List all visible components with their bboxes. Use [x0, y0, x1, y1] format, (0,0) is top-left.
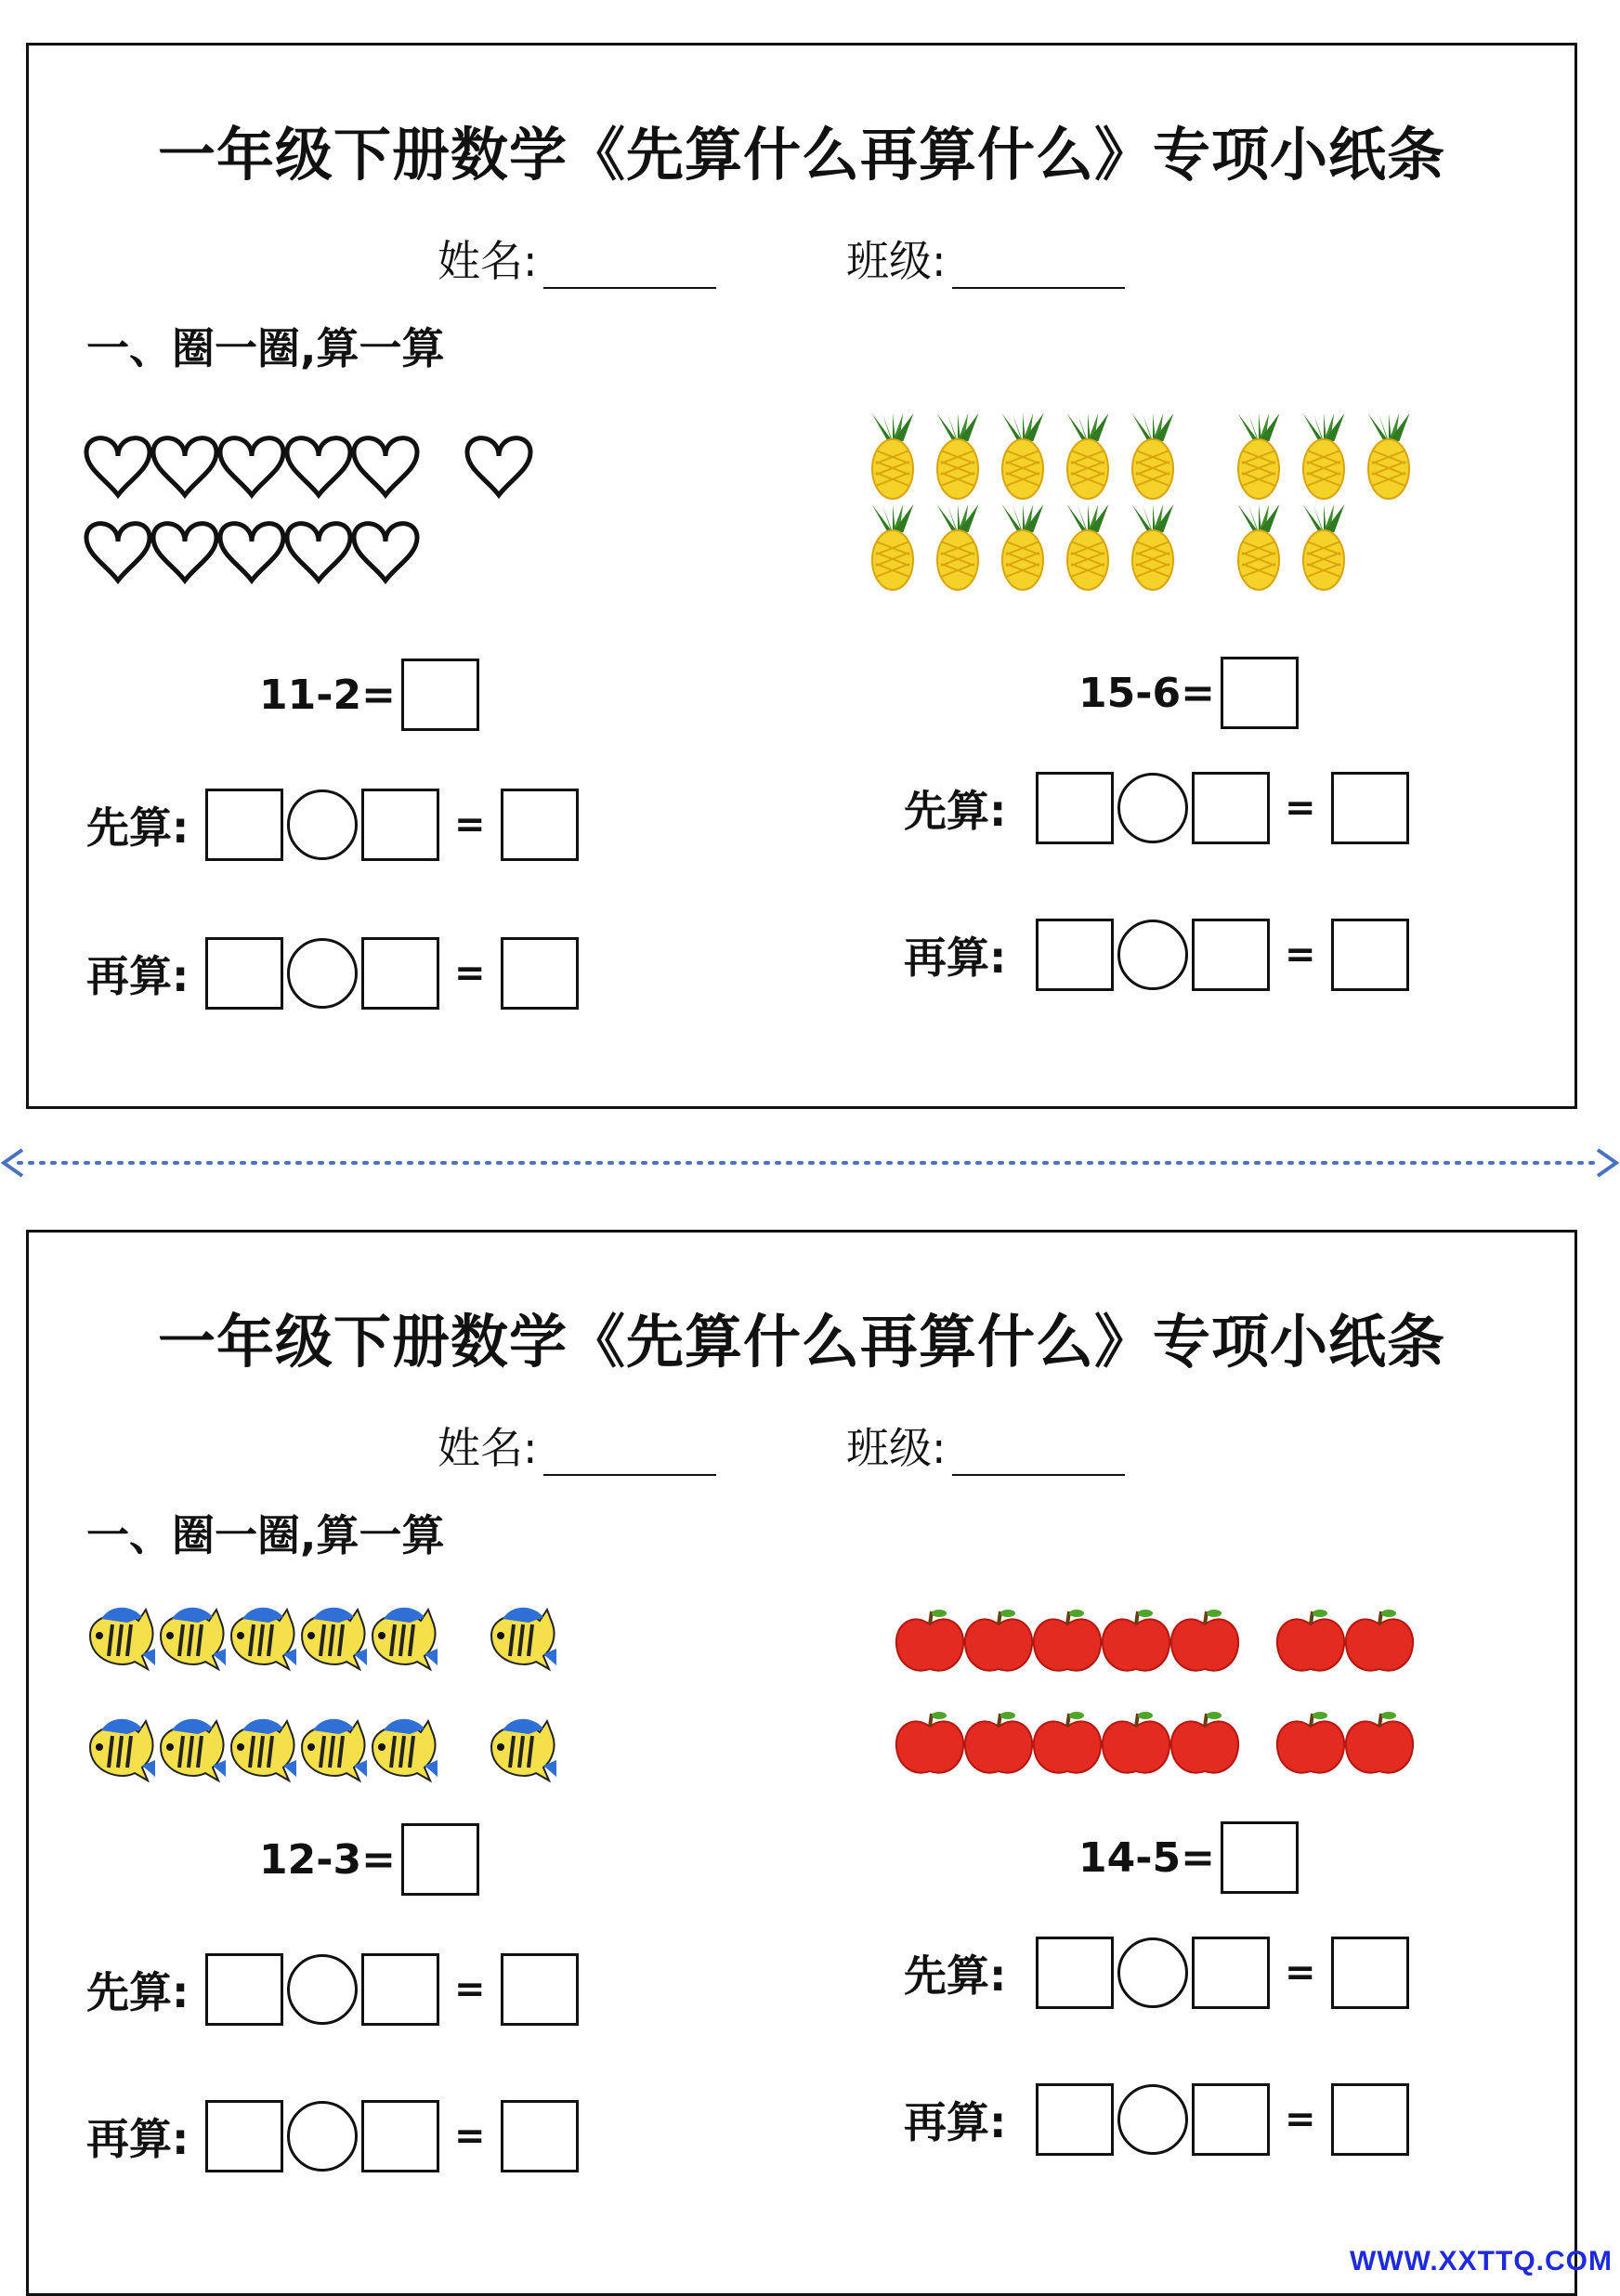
pineapple-icon: [1368, 413, 1410, 499]
fish-icon: [161, 1608, 226, 1669]
class-label: 班级:: [846, 236, 947, 286]
name-blank[interactable]: [543, 244, 716, 289]
section-heading: 一、圈一圈,算一算: [86, 323, 445, 373]
fish-icon: [491, 1608, 556, 1669]
cut-line: [0, 1144, 1620, 1181]
second-step-label: 再算:: [904, 933, 1007, 983]
apple-icon: [1277, 1610, 1344, 1671]
fish-picture: [81, 1576, 657, 1799]
name-field: [438, 228, 716, 289]
answer-box[interactable]: [401, 1823, 479, 1896]
first-step-row: [86, 789, 579, 861]
expression-text: 12-3=: [259, 1835, 396, 1884]
problem-left: [259, 659, 479, 731]
apple-icon: [965, 1712, 1032, 1773]
apple-icon: [1277, 1712, 1344, 1773]
apple-picture: [893, 1585, 1524, 1790]
second-step-row: [904, 919, 1409, 991]
fish-icon: [302, 1608, 367, 1669]
result-box[interactable]: [1331, 772, 1409, 844]
first-step-row: [904, 1937, 1409, 2009]
class-field: [846, 1415, 1125, 1476]
second-step-label: 再算:: [904, 2097, 1007, 2147]
result-box[interactable]: [1331, 919, 1409, 991]
apple-icon: [1171, 1610, 1238, 1671]
result-box[interactable]: [1331, 2083, 1409, 2156]
equals-sign: =: [454, 952, 486, 995]
heart-outline-icon: [354, 524, 417, 581]
operand-box[interactable]: [1036, 2083, 1114, 2156]
equals-sign: =: [1285, 2098, 1316, 2141]
first-step-row: [904, 772, 1409, 844]
name-label: 姓名:: [438, 1423, 538, 1473]
pineapple-icon: [1238, 413, 1280, 499]
pineapple-icon: [1303, 413, 1345, 499]
heart-outline-icon: [86, 438, 150, 495]
operand-box[interactable]: [361, 937, 439, 1010]
heart-outline-icon: [220, 438, 283, 495]
heart-outline-icon: [467, 438, 530, 495]
equals-sign: =: [1285, 787, 1316, 829]
equals-sign: =: [454, 1968, 486, 2011]
equals-sign: =: [454, 803, 486, 846]
second-step-row: [86, 2100, 579, 2172]
operator-circle[interactable]: [1117, 773, 1188, 843]
expression-text: 14-5=: [1078, 1833, 1215, 1882]
fish-icon: [90, 1719, 155, 1781]
pineapple-picture: [865, 404, 1496, 655]
operand-box[interactable]: [205, 1953, 283, 2026]
name-label: 姓名:: [438, 236, 538, 286]
equals-sign: =: [1285, 1951, 1316, 1994]
pineapple-icon: [872, 413, 914, 499]
result-box[interactable]: [501, 2100, 579, 2172]
pineapple-icon: [1067, 504, 1109, 590]
fish-icon: [231, 1608, 296, 1669]
worksheet-top: [26, 43, 1577, 1109]
worksheet-bottom: [26, 1230, 1577, 2296]
class-blank[interactable]: [952, 1431, 1125, 1476]
result-box[interactable]: [1331, 1937, 1409, 2009]
class-blank[interactable]: [952, 244, 1125, 289]
second-step-label: 再算:: [86, 951, 189, 1001]
apple-icon: [1346, 1610, 1413, 1671]
pineapple-icon: [1303, 504, 1345, 590]
answer-box[interactable]: [1221, 657, 1299, 729]
first-step-label: 先算:: [904, 1950, 1007, 2001]
heart-outline-icon: [354, 438, 417, 495]
operand-box[interactable]: [1036, 919, 1114, 991]
worksheet-title: 一年级下册数学《先算什么再算什么》专项小纸条: [157, 1308, 1445, 1376]
fish-icon: [372, 1608, 438, 1669]
pineapple-icon: [937, 504, 979, 590]
apple-icon: [896, 1610, 963, 1671]
pineapple-icon: [1002, 413, 1044, 499]
second-step-row: [904, 2083, 1409, 2156]
problem-right: [1078, 1821, 1299, 1894]
first-step-label: 先算:: [904, 786, 1007, 836]
worksheet-title: 一年级下册数学《先算什么再算什么》专项小纸条: [157, 121, 1445, 189]
class-field: [846, 228, 1125, 289]
operator-circle[interactable]: [1117, 2084, 1188, 2155]
pineapple-icon: [1067, 413, 1109, 499]
name-blank[interactable]: [543, 1431, 716, 1476]
operand-box[interactable]: [205, 937, 283, 1010]
name-field: [438, 1415, 716, 1476]
section-heading: 一、圈一圈,算一算: [86, 1510, 445, 1560]
operator-circle[interactable]: [1117, 920, 1188, 990]
apple-icon: [965, 1610, 1032, 1671]
answer-box[interactable]: [401, 659, 479, 731]
heart-outline-icon: [153, 524, 216, 581]
first-step-row: [86, 1953, 579, 2026]
operand-box[interactable]: [361, 1953, 439, 2026]
fish-icon: [302, 1719, 367, 1781]
apple-icon: [1103, 1610, 1169, 1671]
problem-left: [259, 1823, 479, 1896]
pineapple-icon: [1238, 504, 1280, 590]
fish-icon: [161, 1719, 226, 1781]
first-step-label: 先算:: [86, 1967, 189, 2017]
operator-circle[interactable]: [287, 1954, 358, 2025]
operand-box[interactable]: [361, 789, 439, 861]
fish-icon: [231, 1719, 296, 1781]
second-step-row: [86, 937, 579, 1010]
operand-box[interactable]: [205, 2100, 283, 2172]
fish-icon: [90, 1608, 155, 1669]
operator-circle[interactable]: [287, 938, 358, 1009]
heart-outline-icon: [287, 524, 350, 581]
apple-icon: [896, 1712, 963, 1773]
operand-box[interactable]: [1192, 772, 1270, 844]
pineapple-icon: [937, 413, 979, 499]
first-step-label: 先算:: [86, 802, 189, 853]
operand-box[interactable]: [205, 789, 283, 861]
pineapple-icon: [872, 504, 914, 590]
equals-sign: =: [1285, 933, 1316, 976]
result-box[interactable]: [501, 937, 579, 1010]
apple-icon: [1034, 1610, 1101, 1671]
pineapple-icon: [1132, 504, 1174, 590]
heart-outline-icon: [287, 438, 350, 495]
fish-icon: [372, 1719, 438, 1781]
second-step-label: 再算:: [86, 2114, 189, 2164]
operand-box[interactable]: [1192, 2083, 1270, 2156]
heart-outline-icon: [153, 438, 216, 495]
result-box[interactable]: [501, 1953, 579, 2026]
apple-icon: [1346, 1712, 1413, 1773]
apple-icon: [1171, 1712, 1238, 1773]
heart-outline-icon: [86, 524, 150, 581]
problem-right: [1078, 657, 1299, 729]
operand-box[interactable]: [1036, 1937, 1114, 2009]
operand-box[interactable]: [1036, 772, 1114, 844]
apple-icon: [1034, 1712, 1101, 1773]
class-label: 班级:: [846, 1423, 947, 1473]
expression-text: 11-2=: [259, 671, 396, 719]
right-arrow-icon: [1598, 1150, 1616, 1176]
heart-outline-icon: [220, 524, 283, 581]
apple-icon: [1103, 1712, 1169, 1773]
pineapple-icon: [1002, 504, 1044, 590]
result-box[interactable]: [501, 789, 579, 861]
operand-box[interactable]: [1192, 919, 1270, 991]
operand-box[interactable]: [1192, 1937, 1270, 2009]
watermark-text: WWW.XXTTQ.COM: [1350, 2246, 1613, 2276]
expression-text: 15-6=: [1078, 669, 1215, 717]
fish-icon: [491, 1719, 556, 1781]
operator-circle[interactable]: [287, 2101, 358, 2172]
pineapple-icon: [1132, 413, 1174, 499]
operator-circle[interactable]: [287, 789, 358, 860]
heart-picture: [81, 410, 601, 651]
operand-box[interactable]: [361, 2100, 439, 2172]
operator-circle[interactable]: [1117, 1937, 1188, 2008]
equals-sign: =: [454, 2115, 486, 2158]
answer-box[interactable]: [1221, 1821, 1299, 1894]
